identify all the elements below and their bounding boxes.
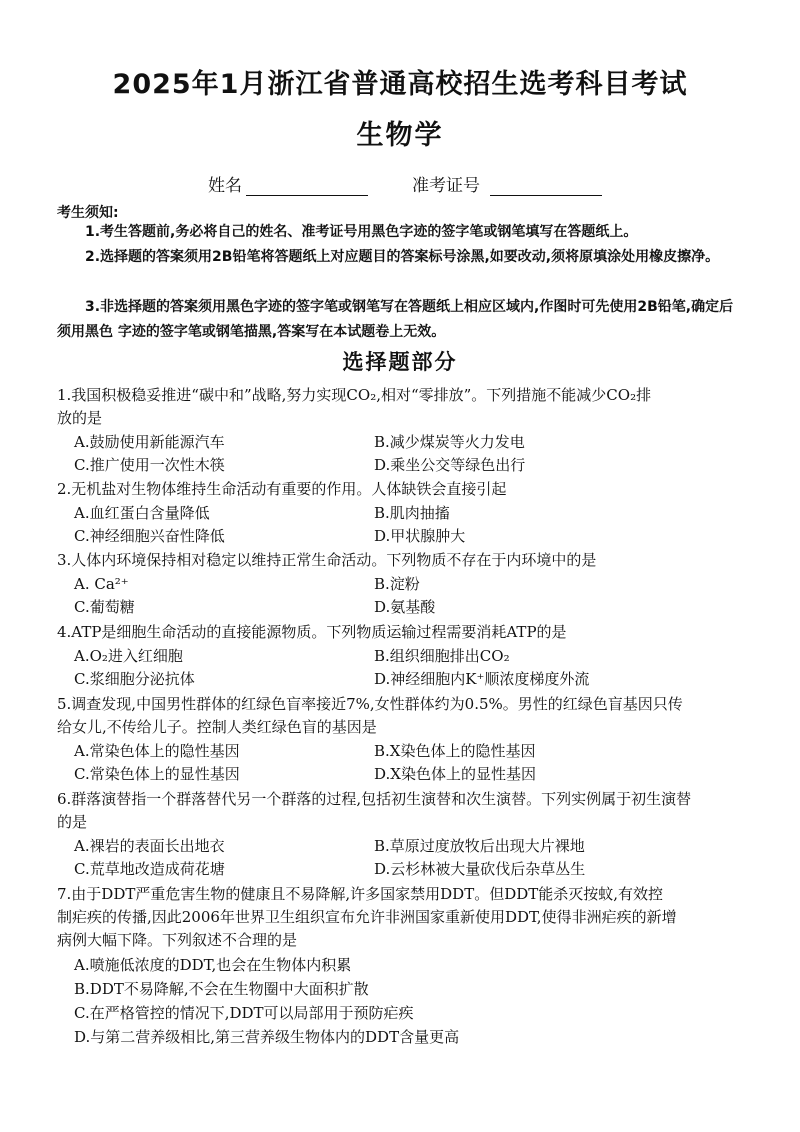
question-5-option-c: C.常染色体上的显性基因: [74, 765, 240, 783]
question-2-option-b: B.肌肉抽搐: [374, 504, 450, 522]
question-1-line: 放的是: [57, 409, 103, 427]
question-3-line: 3.人体内环境保持相对稳定以维持正常生命活动。下列物质不存在于内环境中的是: [57, 551, 597, 569]
question-5-option-b: B.X染色体上的隐性基因: [374, 742, 536, 760]
question-5-option-a: A.常染色体上的隐性基因: [74, 742, 240, 760]
question-7-option-d: D.与第二营养级相比,第三营养级生物体内的DDT含量更高: [74, 1028, 460, 1046]
exam-title: 2025年1月浙江省普通高校招生选考科目考试: [112, 69, 688, 100]
question-7-option-b: B.DDT不易降解,不会在生物圈中大面积扩散: [74, 980, 369, 998]
question-5-line: 给女儿,不传给儿子。控制人类红绿色盲的基因是: [57, 718, 377, 736]
question-4-option-a: A.O₂进入红细胞: [74, 647, 183, 665]
question-7-line: 制疟疾的传播,因此2006年世界卫生组织宣布允许非洲国家重新使用DDT,使得非洲疟疾的新增: [57, 908, 677, 926]
question-1-option-c: C.推广使用一次性木筷: [74, 456, 225, 474]
question-6-option-c: C.荒草地改造成荷花塘: [74, 860, 225, 878]
question-4-option-d: D.神经细胞内K⁺顺浓度梯度外流: [374, 670, 590, 688]
question-4-option-b: B.组织细胞排出CO₂: [374, 647, 510, 665]
question-3-option-c: C.葡萄糖: [74, 598, 135, 616]
notice-heading: 考生须知:: [57, 205, 119, 221]
question-3-option-b: B.淀粉: [374, 575, 420, 593]
question-2-option-c: C.神经细胞兴奋性降低: [74, 527, 225, 545]
question-2-option-d: D.甲状腺肿大: [374, 527, 466, 545]
question-6-line: 6.群落演替指一个群落替代另一个群落的过程,包括初生演替和次生演替。下列实例属于初生演替: [57, 790, 692, 808]
question-6-line: 的是: [57, 813, 88, 831]
question-1-option-d: D.乘坐公交等绿色出行: [374, 456, 526, 474]
candidate-fields: [0, 171, 800, 195]
question-1-option-b: B.减少煤炭等火力发电: [374, 433, 525, 451]
name-blank-line: [246, 177, 368, 196]
name-field: [208, 171, 368, 196]
name-label: 姓名: [208, 176, 242, 196]
notice-item: 1.考生答题前,务必将自己的姓名、准考证号用黑色字迹的签字笔或钢笔填写在答题纸上。: [85, 224, 638, 240]
question-7-line: 病例大幅下降。下列叙述不合理的是: [57, 931, 298, 949]
exam-id-field: [412, 171, 602, 196]
question-7-option-c: C.在严格管控的情况下,DDT可以局部用于预防疟疾: [74, 1004, 414, 1022]
question-4-line: 4.ATP是细胞生命活动的直接能源物质。下列物质运输过程需要消耗ATP的是: [57, 623, 567, 641]
exam-id-label: 准考证号: [412, 176, 480, 196]
notice-item: 3.非选择题的答案须用黑色字迹的签字笔或钢笔写在答题纸上相应区域内,作图时可先使用2B铅笔,确定后须用黑色 字迹的签字笔或钢笔描黑,答案写在本试题卷上无效。: [57, 299, 734, 340]
question-3-option-d: D.氨基酸: [374, 598, 436, 616]
question-3-option-a: A. Ca²⁺: [74, 575, 129, 593]
question-4-option-c: C.浆细胞分泌抗体: [74, 670, 195, 688]
question-6-option-b: B.草原过度放牧后出现大片裸地: [374, 837, 585, 855]
subject-title: 生物学: [356, 120, 444, 151]
question-1-line: 1.我国积极稳妥推进“碳中和”战略,努力实现CO₂,相对“零排放”。下列措施不能减少CO₂排: [57, 386, 652, 404]
exam-id-blank-line: [490, 177, 602, 196]
question-5-option-d: D.X染色体上的显性基因: [374, 765, 536, 783]
question-7-option-a: A.喷施低浓度的DDT,也会在生物体内积累: [74, 956, 352, 974]
question-2-option-a: A.血红蛋白含量降低: [74, 504, 210, 522]
question-5-line: 5.调查发现,中国男性群体的红绿色盲率接近7%,女性群体约为0.5%。男性的红绿色盲基因只传: [57, 695, 683, 713]
question-6-option-a: A.裸岩的表面长出地衣: [74, 837, 225, 855]
question-7-line: 7.由于DDT严重危害生物的健康且不易降解,许多国家禁用DDT。但DDT能杀灭按蚊,有效控: [57, 885, 664, 903]
question-1-option-a: A.鼓励使用新能源汽车: [74, 433, 225, 451]
question-2-line: 2.无机盐对生物体维持生命活动有重要的作用。人体缺铁会直接引起: [57, 480, 507, 498]
section-title: 选择题部分: [342, 350, 458, 374]
question-6-option-d: D.云杉林被大量砍伐后杂草丛生: [374, 860, 586, 878]
notice-item: 2.选择题的答案须用2B铅笔将答题纸上对应题目的答案标号涂黑,如要改动,须将原填涂处用橡皮擦净。: [85, 249, 720, 265]
